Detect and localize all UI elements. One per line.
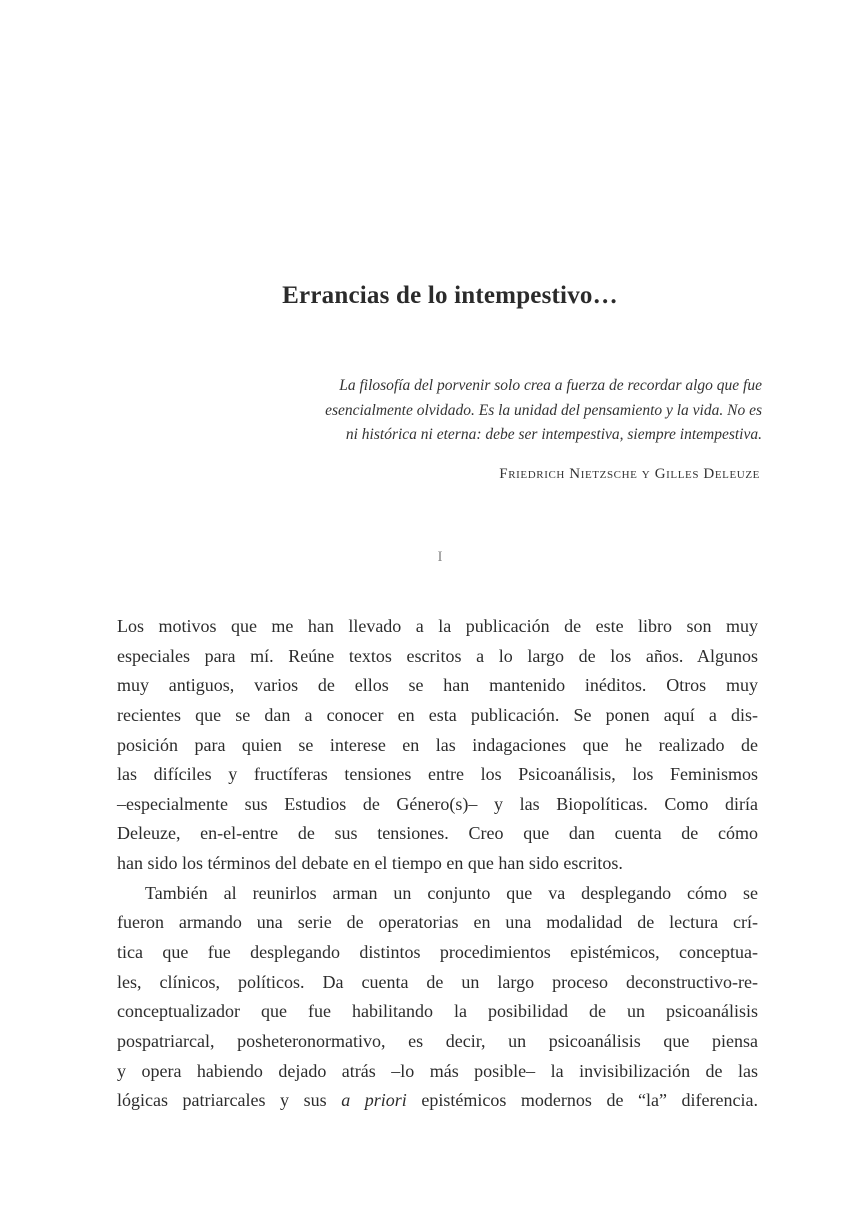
text-line: conceptualizador que fue habilitando la posibilidad de un psicoanálisis (117, 1001, 758, 1022)
text-line: Deleuze, en-el-entre de sus tensiones. Creo que dan cuenta de cómo (117, 823, 758, 844)
text-line: han sido los términos del debate en el tiempo en que han sido escritos. (117, 853, 623, 874)
epigraph-quote (242, 374, 762, 448)
text-line: –especialmente sus Estudios de Género(s)– y las Biopolíticas. Como diría (117, 793, 758, 814)
text-line: tica que fue desplegando distintos procedimientos epistémicos, conceptua- (117, 942, 758, 963)
epigraph-line: ni histórica ni eterna: debe ser intempestiva, siempre intempestiva. (345, 426, 762, 443)
paragraph-1 (117, 612, 758, 879)
section-numeral: I (437, 549, 443, 565)
text-segment: lógicas patriarcales y sus (117, 1090, 342, 1111)
text-line: fueron armando una serie de operatorias en una modalidad de lectura crí- (117, 912, 758, 933)
body-text (117, 612, 758, 1116)
text-line: especiales para mí. Reúne textos escritos a lo largo de los años. Algunos (117, 645, 758, 666)
italic-term: a priori (341, 1090, 407, 1111)
text-line: Los motivos que me han llevado a la publicación de este libro son muy (117, 616, 758, 636)
text-line: las difíciles y fructíferas tensiones entre los Psicoanálisis, los Feminismos (117, 764, 758, 785)
text-line: pospatriarcal, posheteronormativo, es decir, un psicoanálisis que piensa (117, 1030, 758, 1051)
text-line-last (117, 1086, 758, 1116)
text-line: y opera habiendo dejado atrás –lo más posible– la invisibilización de las (117, 1060, 758, 1081)
text-line: les, clínicos, políticos. Da cuenta de un largo proceso deconstructivo-re- (117, 971, 758, 992)
chapter-title: Errancias de lo intempestivo… (282, 282, 618, 309)
epigraph-line: La filosofía del porvenir solo crea a fuerza de recordar algo que fue (339, 377, 762, 394)
epigraph-line: esencialmente olvidado. Es la unidad del pensamiento y la vida. No es (325, 401, 762, 419)
text-line: También al reunirlos arman un conjunto que va desplegando cómo se (145, 882, 758, 903)
text-segment: epistémicos modernos de “la” diferencia. (406, 1090, 758, 1111)
epigraph-author: Friedrich Nietzsche y Gilles Deleuze (499, 466, 760, 482)
text-line: muy antiguos, varios de ellos se han mantenido inéditos. Otros muy (117, 675, 758, 696)
text-line: posición para quien se interese en las indagaciones que he realizado de (117, 734, 758, 755)
text-line: recientes que se dan a conocer en esta publicación. Se ponen aquí a dis- (117, 704, 758, 725)
paragraph-2 (117, 879, 758, 1116)
